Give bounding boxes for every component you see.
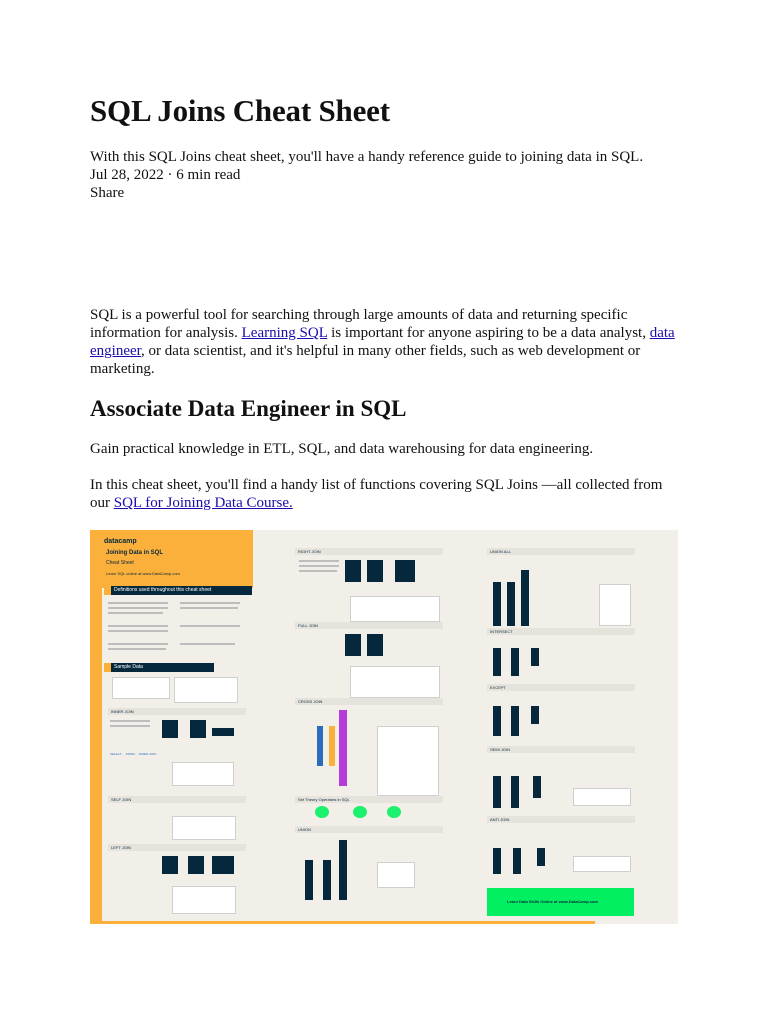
union-result [377, 862, 415, 888]
page-title: SQL Joins Cheat Sheet [90, 93, 390, 128]
section-left-join: LEFT JOIN [108, 844, 246, 851]
cta-text: Learn Data Skills Online at www.DataCamp.com [507, 899, 598, 904]
publish-date: Jul 28, 2022 [90, 167, 164, 183]
cheatsheet-intro [90, 476, 680, 512]
cheatsheet-title: Joining Data in SQL [106, 550, 164, 556]
section-sample-data: Sample Data [104, 663, 214, 672]
section-anti-join: ANTI JOIN [487, 816, 635, 823]
section-semi-join: SEMI JOIN [487, 746, 635, 753]
cross-join-result [377, 726, 439, 796]
course-link[interactable]: SQL for Joining Data Course. [113, 495, 293, 511]
sample-table-right [174, 677, 238, 703]
paragraph-text: is important for anyone aspiring to be a data analyst, [327, 325, 650, 341]
share-link[interactable]: Share [90, 185, 125, 201]
sample-table-left [112, 677, 170, 699]
cheatsheet-subtitle: Cheat Sheet [106, 560, 134, 566]
inner-join-result [172, 762, 234, 786]
cheatsheet-header [90, 530, 253, 588]
self-join-result [172, 816, 236, 840]
article-summary: With this SQL Joins cheat sheet, you'll have a handy reference guide to joining data in SQL. [90, 149, 644, 165]
section-right-join: RIGHT JOIN [295, 548, 443, 555]
section-set-theory: Set Theory Operators in SQL [295, 796, 443, 803]
cheatsheet-column-2 [295, 530, 445, 924]
semi-join-result [573, 788, 631, 806]
article-intro [90, 148, 680, 202]
section-intersect: INTERSECT [487, 628, 635, 635]
paragraph-text: In this cheat sheet, you'll find a handy list of functions covering SQL Joins —all collected from our [90, 477, 663, 511]
anti-join-result [573, 856, 631, 872]
section-cross-join: CROSS JOIN [295, 698, 443, 705]
cta-banner [487, 888, 634, 916]
datacamp-logo: datacamp [104, 538, 137, 545]
article-meta [90, 166, 680, 184]
paragraph-text: SQL is a powerful tool for searching through large amounts of data and returning specific information for analysis. [90, 307, 628, 341]
left-join-result [172, 886, 236, 914]
section-union: UNION [295, 826, 443, 833]
full-join-result [350, 666, 440, 698]
cheatsheet-link: Learn SQL online at www.DataCamp.com [106, 571, 180, 576]
data-engineer-link[interactable]: data engineer [90, 325, 675, 359]
orange-side-bar [90, 588, 102, 924]
course-description: Gain practical knowledge in ETL, SQL, and data warehousing for data engineering. [90, 441, 594, 457]
section-inner-join: INNER JOIN [108, 708, 246, 715]
cheatsheet-column-3 [487, 530, 637, 924]
section-heading: Associate Data Engineer in SQL [90, 396, 407, 421]
union-all-result [599, 584, 631, 626]
section-full-join: FULL JOIN [295, 622, 443, 629]
orange-divider [90, 921, 595, 924]
cheatsheet-image [90, 530, 678, 924]
section-union-all: UNION ALL [487, 548, 635, 555]
cheatsheet-column-1: datacamp Joining Data in SQL Cheat Sheet Learn SQL online at www.DataCamp.com Definitions used throughout this cheat sheet Sample Data INNER JOIN SELECT ... FROM ... INNER JOIN ... SELF JOIN LEFT JOIN [90, 530, 253, 924]
read-time: · 6 min read [167, 167, 241, 183]
learning-sql-link[interactable]: Learning SQL [241, 325, 328, 341]
section-except: EXCEPT [487, 684, 635, 691]
intro-paragraph [90, 306, 680, 378]
section-definitions: Definitions used throughout this cheat sheet [104, 586, 252, 595]
paragraph-text: , or data scientist, and it's helpful in many other fields, such as web development or marketing. [90, 343, 641, 377]
right-join-result [350, 596, 440, 622]
section-self-join: SELF JOIN [108, 796, 246, 803]
